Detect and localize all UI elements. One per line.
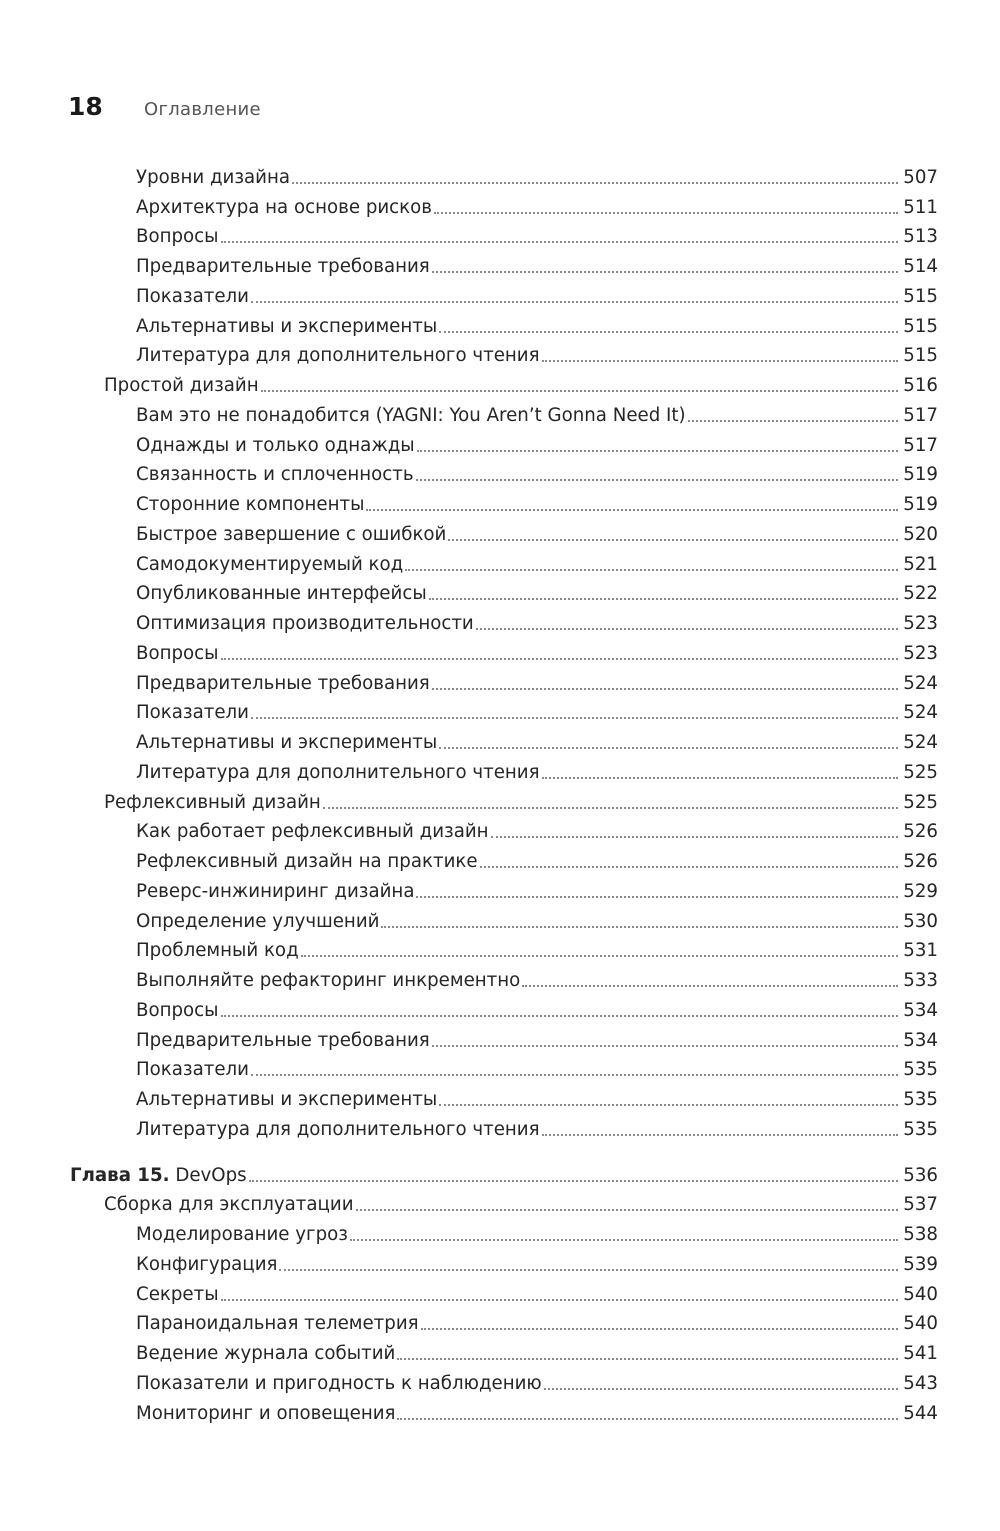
dot-leader	[381, 926, 898, 928]
toc-entry-text: Быстрое завершение с ошибкой	[136, 523, 447, 545]
toc-entry-title	[136, 225, 221, 249]
toc-subsection-entry[interactable]	[0, 398, 1000, 428]
toc-entry-title	[136, 255, 432, 279]
toc-subsection-entry[interactable]	[0, 547, 1000, 577]
toc-subsection-entry[interactable]	[0, 636, 1000, 666]
dot-leader	[366, 509, 898, 511]
toc-entry-title	[136, 1372, 544, 1396]
dot-leader	[221, 1299, 898, 1301]
dot-leader	[416, 479, 898, 481]
dot-leader	[542, 360, 898, 362]
dot-leader	[249, 1180, 898, 1182]
dot-leader	[432, 271, 898, 273]
toc-entry-title	[136, 850, 480, 874]
dot-leader	[323, 807, 898, 809]
toc-page-number: 520	[903, 523, 938, 545]
toc-section-entry[interactable]	[0, 1188, 1000, 1218]
toc-subsection-entry[interactable]	[0, 963, 1000, 993]
toc-page-number: 531	[903, 940, 938, 962]
dot-leader	[542, 1134, 898, 1136]
toc-page-number: 517	[903, 434, 938, 456]
toc-subsection-entry[interactable]	[0, 606, 1000, 636]
toc-page-number: 525	[903, 791, 938, 813]
toc-subsection-entry[interactable]	[0, 160, 1000, 190]
toc-entry-title	[136, 1253, 279, 1277]
toc-subsection-entry[interactable]	[0, 844, 1000, 874]
dot-leader	[397, 1358, 898, 1360]
dot-leader	[416, 896, 898, 898]
toc-page-number: 540	[903, 1313, 938, 1335]
toc-entry-title	[136, 1283, 221, 1307]
dot-leader	[279, 1269, 898, 1271]
toc-entry-title	[136, 1312, 421, 1336]
toc-subsection-entry[interactable]	[0, 458, 1000, 488]
dot-leader	[292, 182, 898, 184]
toc-entry-text: Архитектура на основе рисков	[136, 196, 433, 218]
toc-entry-text: Вопросы	[136, 642, 219, 664]
toc-entry-text: Секреты	[136, 1283, 219, 1305]
toc-page-number: 523	[903, 642, 938, 664]
toc-page-number: 536	[903, 1164, 938, 1186]
toc-entry-title	[136, 642, 221, 666]
toc-page-number: 534	[903, 999, 938, 1021]
toc-page-number: 534	[903, 1029, 938, 1051]
toc-page-number: 535	[903, 1118, 938, 1140]
toc-entry-text: Конфигурация	[136, 1253, 278, 1275]
toc-subsection-entry[interactable]	[0, 993, 1000, 1023]
toc-subsection-entry[interactable]	[0, 220, 1000, 250]
toc-subsection-entry[interactable]	[0, 904, 1000, 934]
toc-entry-title	[136, 463, 416, 487]
toc-entry-title	[136, 1058, 251, 1082]
toc-subsection-entry[interactable]	[0, 755, 1000, 785]
page-number: 18	[68, 92, 103, 121]
chapter-label: Глава 15.	[70, 1164, 170, 1186]
toc-entry-text: Сторонние компоненты	[136, 494, 365, 515]
toc-entry-title	[136, 196, 434, 220]
toc-entry-title	[104, 1193, 356, 1217]
toc-entry-title	[136, 523, 448, 547]
toc-page-number: 519	[903, 494, 938, 515]
dot-leader	[221, 658, 898, 660]
toc-entry-text: Вопросы	[136, 999, 219, 1021]
toc-page-number: 530	[903, 910, 938, 932]
toc-entry-title	[70, 1164, 249, 1188]
toc-entry-text: Определение улучшений	[136, 910, 380, 932]
toc-subsection-entry[interactable]	[0, 1336, 1000, 1366]
toc-entry-title	[136, 939, 301, 963]
toc-entry-text: Рефлексивный дизайн на практике	[136, 851, 478, 872]
toc-subsection-entry[interactable]	[0, 1217, 1000, 1247]
toc-entry-title	[136, 553, 405, 577]
toc-entry-title	[136, 315, 439, 339]
toc-entry-title	[136, 1088, 439, 1112]
toc-page-number: 517	[903, 404, 938, 426]
toc-entry-text: Показатели	[136, 702, 249, 724]
toc-page-number: 523	[903, 613, 938, 634]
toc-entry-text: Однажды и только однажды	[136, 434, 415, 456]
toc-subsection-entry[interactable]	[0, 309, 1000, 339]
toc-page-number: 524	[903, 732, 938, 753]
toc-entry-title	[136, 1223, 350, 1247]
toc-entry-text: Предварительные требования	[136, 1029, 430, 1051]
toc-page-number: 539	[903, 1253, 938, 1275]
toc-page-number: 535	[903, 1089, 938, 1110]
toc-subsection-entry[interactable]	[0, 577, 1000, 607]
toc-entry-text: Ведение журнала событий	[136, 1343, 396, 1364]
toc-subsection-entry[interactable]	[0, 1247, 1000, 1277]
dot-leader	[251, 301, 898, 303]
toc-subsection-entry[interactable]	[0, 1396, 1000, 1426]
dot-leader	[439, 331, 898, 333]
toc-entry-title	[136, 820, 491, 844]
toc-subsection-entry[interactable]	[0, 1307, 1000, 1337]
toc-group	[0, 1158, 1000, 1426]
toc-entry-text: Как работает рефлексивный дизайн	[136, 821, 489, 843]
toc-entry-text: Параноидальная телеметрия	[136, 1313, 419, 1335]
toc-page-number: 515	[903, 315, 938, 337]
toc-page-number: 535	[903, 1059, 938, 1081]
toc-entry-title	[136, 880, 416, 904]
toc-subsection-entry[interactable]	[0, 1023, 1000, 1053]
toc-entry-title	[136, 969, 522, 993]
toc-page-number: 507	[903, 166, 938, 188]
toc-subsection-entry[interactable]	[0, 249, 1000, 279]
toc-entry-text: Предварительные требования	[136, 256, 430, 277]
toc-subsection-entry[interactable]	[0, 1082, 1000, 1112]
dot-leader	[432, 688, 898, 690]
toc-entry-text: Оптимизация производительности	[136, 613, 474, 634]
toc-page-number: 516	[903, 375, 938, 396]
toc-subsection-entry[interactable]	[0, 1053, 1000, 1083]
toc-entry-title	[136, 672, 432, 696]
toc-subsection-entry[interactable]	[0, 696, 1000, 726]
toc-subsection-entry[interactable]	[0, 1277, 1000, 1307]
toc-page-number: 529	[903, 880, 938, 902]
dot-leader	[221, 241, 898, 243]
toc-entry-text: Показатели	[136, 1059, 249, 1081]
toc-entry-text: Альтернативы и эксперименты	[136, 315, 438, 337]
toc-entry-text: Мониторинг и оповещения	[136, 1402, 396, 1424]
dot-leader	[397, 1418, 898, 1420]
dot-leader	[405, 569, 898, 571]
toc-entry-title	[136, 612, 476, 636]
toc-subsection-entry[interactable]	[0, 190, 1000, 220]
toc-entry-title	[136, 999, 221, 1023]
toc-subsection-entry[interactable]	[0, 1112, 1000, 1142]
toc-entry-text: Моделирование угроз	[136, 1224, 348, 1245]
dot-leader	[221, 1015, 898, 1017]
dot-leader	[356, 1209, 898, 1211]
dot-leader	[350, 1239, 898, 1241]
toc-entry-text: Показатели и пригодность к наблюдению	[136, 1372, 542, 1394]
toc-entry-text: Показатели	[136, 285, 249, 307]
toc-entry-title	[136, 1118, 542, 1142]
dot-leader	[480, 866, 898, 868]
toc-page-number: 515	[903, 345, 938, 367]
toc-page-number: 524	[903, 672, 938, 694]
toc-subsection-entry[interactable]	[0, 487, 1000, 517]
toc-subsection-entry[interactable]	[0, 666, 1000, 696]
toc-entry-title	[136, 1342, 397, 1366]
toc-entry-text: Литература для дополнительного чтения	[136, 1118, 540, 1140]
running-title: Оглавление	[144, 99, 261, 120]
toc-entry-text: Альтернативы и эксперименты	[136, 1089, 438, 1110]
toc-page-number: 526	[903, 851, 938, 872]
dot-leader	[476, 628, 898, 630]
toc-page-number: 543	[903, 1372, 938, 1394]
toc-page-number: 538	[903, 1224, 938, 1245]
toc-page-number: 511	[903, 196, 938, 218]
toc-subsection-entry[interactable]	[0, 815, 1000, 845]
toc-entry-text: Связанность и сплоченность	[136, 464, 414, 486]
dot-leader	[439, 1104, 898, 1106]
toc-chapter-entry[interactable]	[0, 1158, 1000, 1188]
dot-leader	[439, 747, 898, 749]
toc-page-number: 540	[903, 1283, 938, 1305]
toc-entry-text: Реверс-инжиниринг дизайна	[136, 880, 415, 902]
toc-entry-title	[136, 701, 251, 725]
toc-entry-text: Вопросы	[136, 226, 219, 248]
table-of-contents	[0, 160, 1000, 1426]
toc-entry-text: Вам это не понадобится (YAGNI: You Aren’t Gonna Need It)	[136, 404, 686, 426]
dot-leader	[542, 777, 898, 779]
toc-entry-title	[136, 285, 251, 309]
toc-entry-text: Выполняйте рефакторинг инкрементно	[136, 970, 521, 991]
toc-entry-title	[104, 374, 261, 398]
dot-leader	[432, 1045, 898, 1047]
toc-page-number: 515	[903, 285, 938, 307]
dot-leader	[544, 1388, 898, 1390]
toc-subsection-entry[interactable]	[0, 517, 1000, 547]
toc-entry-title	[136, 910, 381, 934]
dot-leader	[522, 985, 898, 987]
dot-leader	[417, 450, 898, 452]
toc-subsection-entry[interactable]	[0, 339, 1000, 369]
dot-leader	[448, 539, 898, 541]
toc-entry-title	[104, 791, 323, 815]
dot-leader	[688, 420, 898, 422]
toc-entry-title	[136, 1029, 432, 1053]
toc-section-entry[interactable]	[0, 785, 1000, 815]
dot-leader	[434, 212, 898, 214]
toc-page-number: 513	[903, 226, 938, 248]
page-header	[68, 92, 261, 121]
toc-page-number: 525	[903, 761, 938, 783]
toc-entry-text: Рефлексивный дизайн	[104, 791, 321, 813]
toc-entry-title	[136, 582, 429, 606]
toc-entry-title	[136, 731, 439, 755]
toc-section-entry[interactable]	[0, 368, 1000, 398]
toc-subsection-entry[interactable]	[0, 1366, 1000, 1396]
toc-page-number: 524	[903, 702, 938, 724]
toc-subsection-entry[interactable]	[0, 428, 1000, 458]
toc-entry-text: Уровни дизайна	[136, 166, 291, 188]
toc-page-number: 541	[903, 1343, 938, 1364]
toc-page-number: 533	[903, 970, 938, 991]
toc-entry-title	[136, 344, 542, 368]
toc-entry-text: DevOps	[175, 1164, 247, 1186]
toc-page-number: 519	[903, 464, 938, 486]
toc-page-number: 544	[903, 1402, 938, 1424]
dot-leader	[251, 1074, 898, 1076]
dot-leader	[301, 955, 898, 957]
toc-page-number: 526	[903, 821, 938, 843]
toc-subsection-entry[interactable]	[0, 725, 1000, 755]
toc-page-number: 514	[903, 256, 938, 277]
dot-leader	[251, 717, 898, 719]
toc-entry-text: Сборка для эксплуатации	[104, 1194, 354, 1216]
toc-entry-title	[136, 166, 292, 190]
toc-subsection-entry[interactable]	[0, 279, 1000, 309]
toc-entry-title	[136, 761, 542, 785]
toc-entry-title	[136, 434, 417, 458]
dot-leader	[429, 598, 898, 600]
toc-entry-text: Простой дизайн	[104, 375, 259, 396]
toc-entry-text: Литература для дополнительного чтения	[136, 345, 540, 367]
toc-page-number: 522	[903, 583, 938, 605]
toc-entry-text: Опубликованные интерфейсы	[136, 583, 427, 605]
dot-leader	[491, 836, 898, 838]
toc-entry-title	[136, 493, 366, 517]
dot-leader	[421, 1328, 898, 1330]
toc-entry-text: Альтернативы и эксперименты	[136, 732, 438, 753]
dot-leader	[261, 390, 898, 392]
toc-entry-title	[136, 1402, 397, 1426]
toc-subsection-entry[interactable]	[0, 934, 1000, 964]
toc-page-number: 537	[903, 1194, 938, 1216]
toc-page-number: 521	[903, 553, 938, 575]
toc-entry-title	[136, 404, 688, 428]
toc-entry-text: Проблемный код	[136, 940, 299, 962]
toc-subsection-entry[interactable]	[0, 874, 1000, 904]
toc-entry-text: Предварительные требования	[136, 672, 430, 694]
toc-entry-text: Самодокументируемый код	[136, 553, 404, 575]
toc-entry-text: Литература для дополнительного чтения	[136, 761, 540, 783]
toc-group	[0, 160, 1000, 1142]
